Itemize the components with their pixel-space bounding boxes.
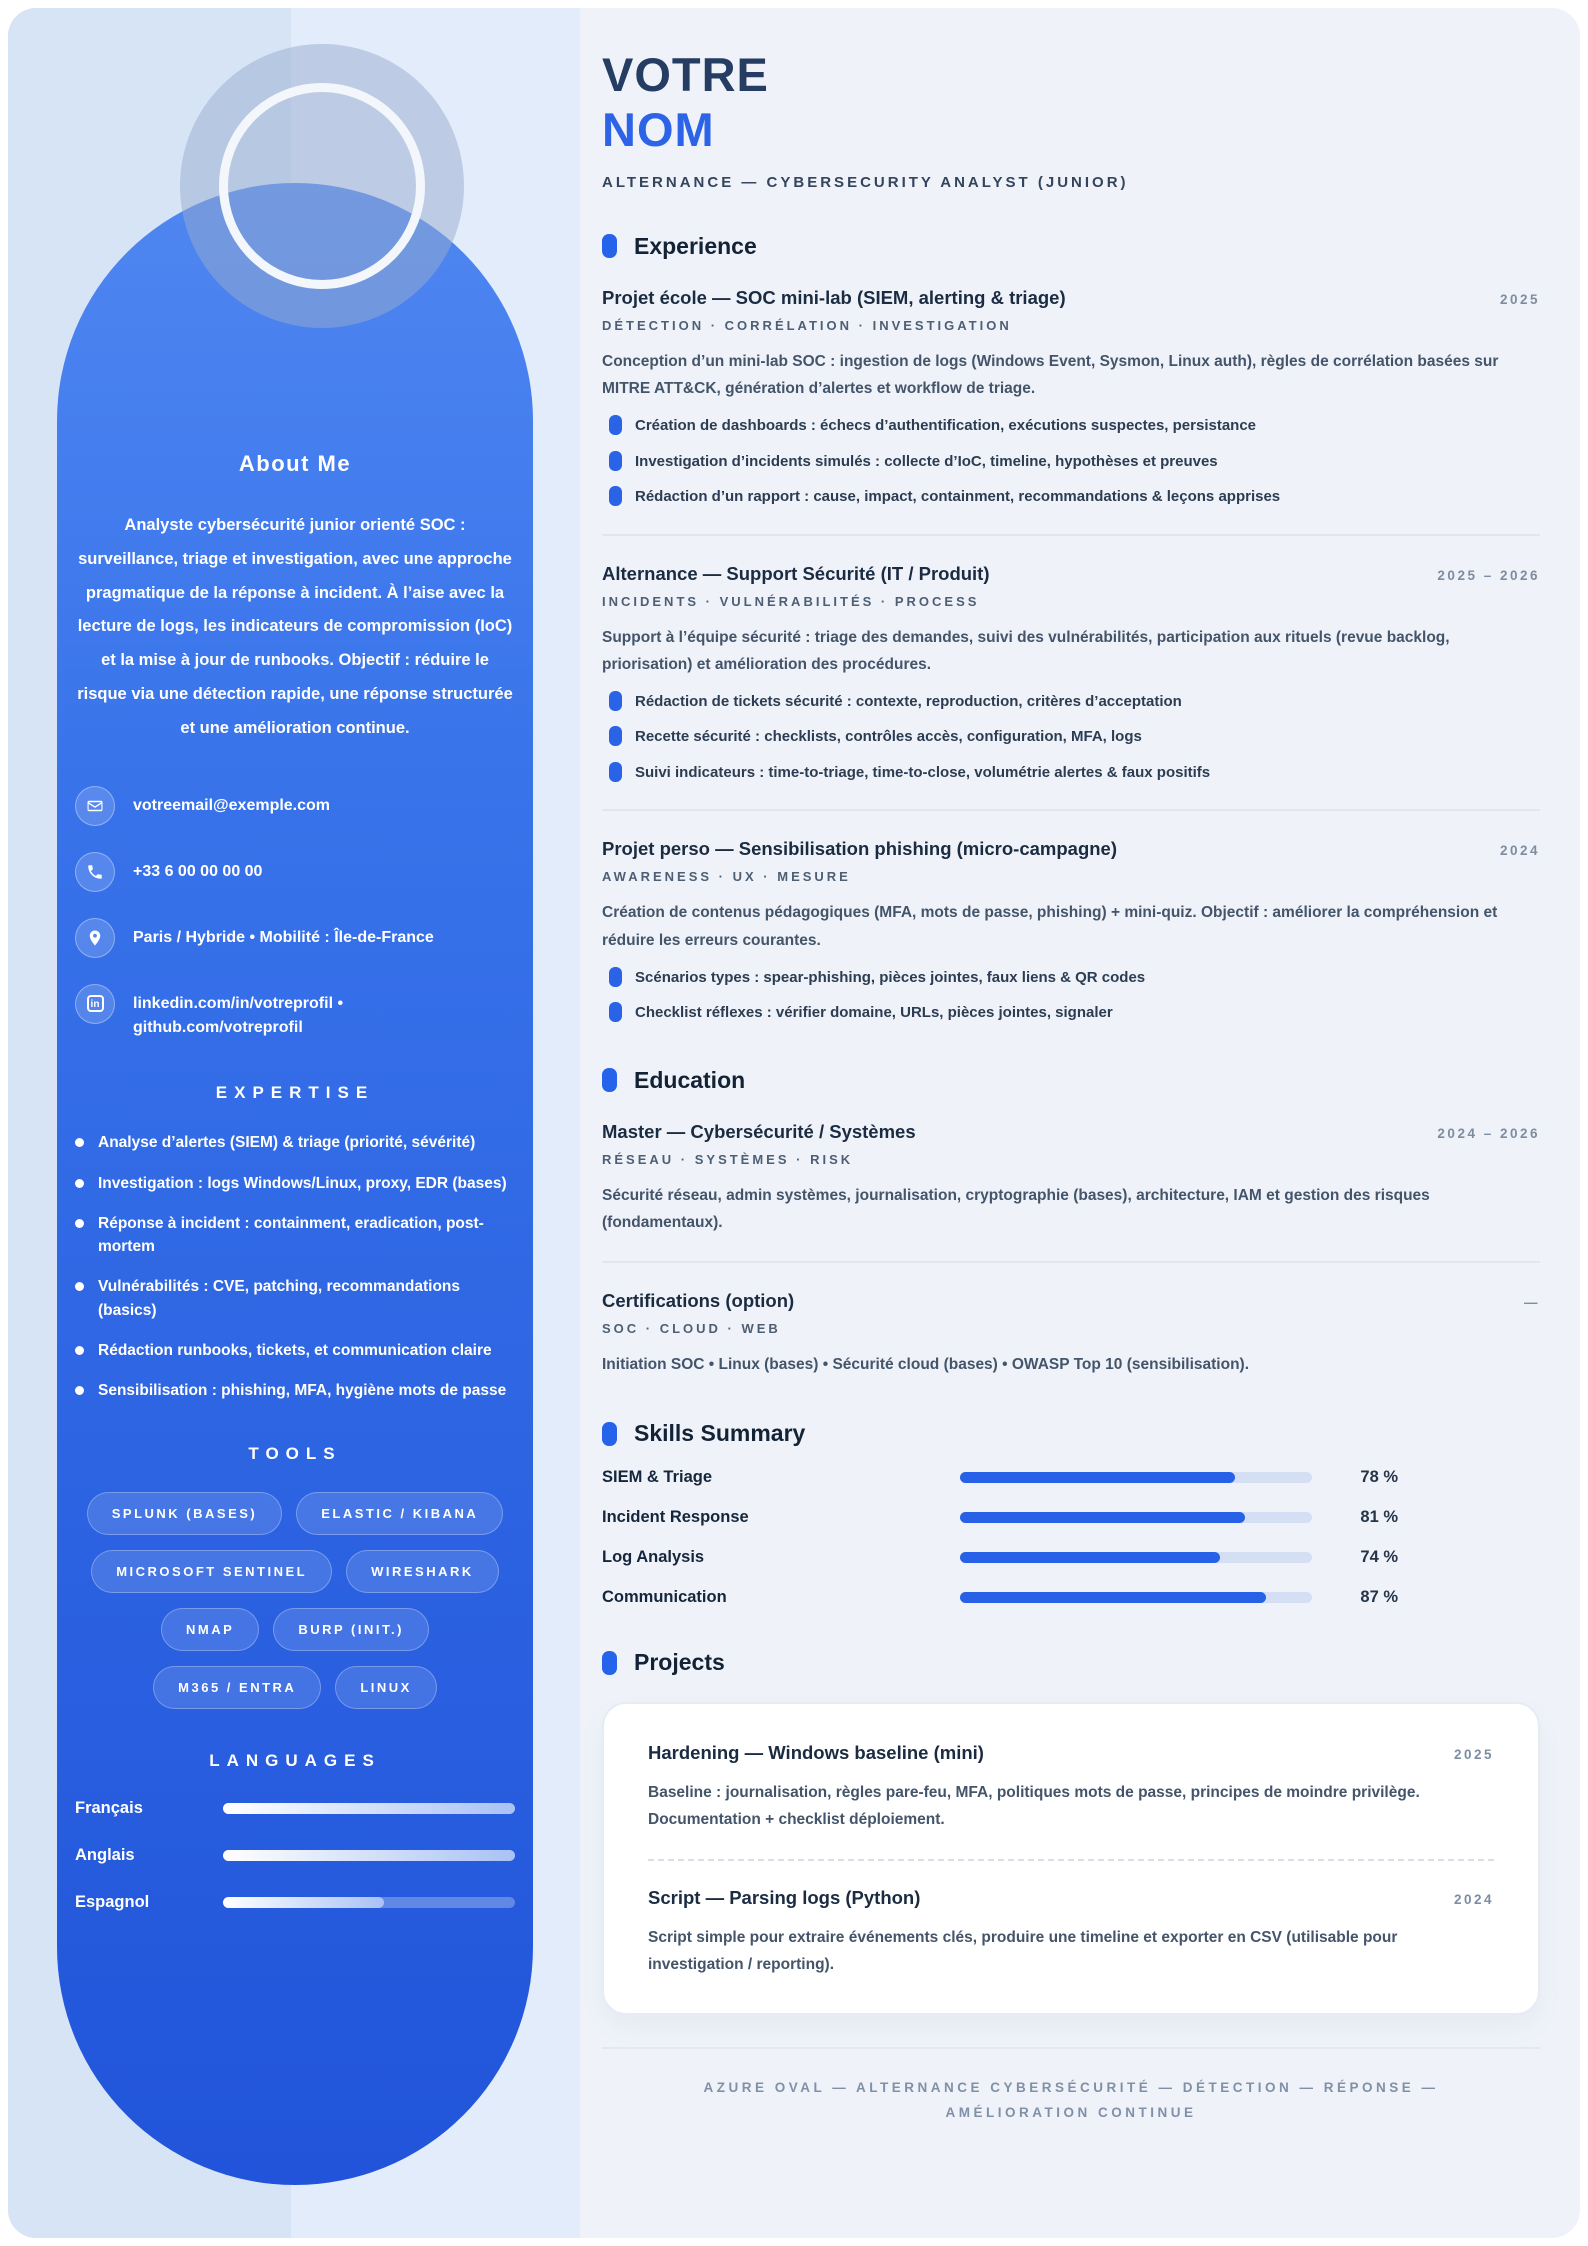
about-title: About Me: [238, 451, 352, 476]
bullet-dot-icon: [75, 1386, 84, 1395]
expertise-item: [75, 1339, 515, 1362]
entry-bullets: [602, 415, 1540, 509]
skill-row: [602, 1548, 1540, 1567]
languages-title: LANGUAGES: [209, 1751, 381, 1771]
bullet-pill-icon: [609, 486, 622, 506]
skill-value: 81 %: [1360, 1508, 1398, 1527]
section-skills-header: [602, 1420, 1540, 1447]
skill-row: [602, 1468, 1540, 1487]
experience-entry: [602, 838, 1540, 1024]
language-bar: [223, 1897, 515, 1908]
entry-tags: SOC · CLOUD · WEB: [602, 1320, 781, 1336]
education-entry: [602, 1290, 1540, 1378]
entry-divider: [602, 809, 1540, 811]
skill-value: 87 %: [1360, 1588, 1398, 1607]
entry-description: Conception d’un mini-lab SOC : ingestion de logs (Windows Event, Sysmon, Linux auth), règles de corrélation basées sur MITRE ATT&CK, génération d’alertes et workflow de triage.: [602, 352, 1499, 398]
experience-entry: [602, 563, 1540, 812]
expertise-item-label: Réponse à incident : containment, eradication, post-mortem: [98, 1214, 484, 1256]
skills-list: [602, 1468, 1540, 1607]
entry-header: [648, 1887, 1494, 1909]
bullet-text: Investigation d’incidents simulés : collecte d’IoC, timeline, hypothèses et preuves: [635, 452, 1218, 470]
project-date: 2024: [1453, 1892, 1494, 1908]
contact-row-profiles: [75, 984, 515, 1042]
entry-description: Sécurité réseau, admin systèmes, journalisation, cryptographie (bases), architecture, IAM et gestion des risques (fondamentaux).: [602, 1186, 1430, 1231]
expertise-item: [75, 1131, 515, 1154]
bullet-text: Rédaction d’un rapport : cause, impact, containment, recommandations & leçons apprises: [635, 488, 1281, 506]
entry-date: 2024 – 2026: [1437, 1125, 1540, 1141]
language-label: Anglais: [75, 1846, 135, 1865]
entry-date: —: [1524, 1294, 1540, 1310]
tool-badge: SPLUNK (BASES): [87, 1492, 283, 1535]
expertise-item: [75, 1379, 515, 1402]
mail-icon: [75, 786, 115, 826]
language-label: Espagnol: [75, 1893, 150, 1912]
contact-phone[interactable]: +33 6 00 00 00 00: [133, 862, 263, 880]
bullet-pill-icon: [609, 1002, 622, 1022]
tool-badge: LINUX: [335, 1666, 437, 1709]
linkedin-icon: [75, 984, 115, 1024]
language-row: [75, 1846, 515, 1865]
bullet-pill-icon: [609, 451, 622, 471]
section-experience-header: [602, 233, 1540, 260]
entry-divider: [602, 1261, 1540, 1263]
bullet-pill-icon: [609, 967, 622, 987]
about-text-post: : surveillance, triage et investigation, avec une approche pragmatique de la réponse à incident. À l’aise avec la lecture de logs, les indicateurs de compromission (IoC) et la mise à jour de runbooks. Objectif : réduire le risque via une détection rapide, une réponse structurée et une amélioration continue.: [77, 516, 513, 737]
skill-row: [602, 1508, 1540, 1527]
entry-header: [602, 563, 1540, 585]
bullet-item: [602, 967, 1540, 990]
section-title: Experience: [634, 232, 757, 259]
entry-tags: AWARENESS · UX · MESURE: [602, 869, 851, 885]
language-bar: [223, 1803, 515, 1814]
section-bullet-icon: [602, 1651, 617, 1675]
expertise-item-label: Sensibilisation : phishing, MFA, hygiène mots de passe: [98, 1382, 507, 1400]
entry-tags: RÉSEAU · SYSTÈMES · RISK: [602, 1151, 854, 1167]
skill-bar-fill: [960, 1552, 1220, 1563]
bullet-dot-icon: [75, 1138, 84, 1147]
expertise-list: [75, 1131, 515, 1402]
language-bar-fill: [223, 1897, 384, 1908]
skill-bar: [960, 1592, 1312, 1603]
skill-value: 74 %: [1360, 1548, 1398, 1567]
entry-date: 2025: [1499, 291, 1540, 307]
entry-date: 2024: [1499, 843, 1540, 859]
skill-bar: [960, 1512, 1312, 1523]
skill-bar: [960, 1552, 1312, 1563]
skill-label: Communication: [602, 1588, 727, 1607]
role-subtitle: ALTERNANCE — CYBERSECURITY ANALYST (JUNIOR): [602, 173, 1129, 191]
footer-tagline: AZURE OVAL — ALTERNANCE CYBERSÉCURITÉ — DÉTECTION — RÉPONSE — AMÉLIORATION CONTINUE: [602, 2047, 1540, 2126]
section-bullet-icon: [602, 1068, 617, 1092]
about-text-bold: SOC: [419, 516, 456, 534]
name-line-1: VOTRE: [602, 48, 769, 101]
entry-title: Alternance — Support Sécurité (IT / Produit): [602, 562, 990, 584]
bullet-pill-icon: [609, 415, 622, 435]
location-icon: [75, 918, 115, 958]
language-row: [75, 1893, 515, 1912]
entry-title: Certifications (option): [602, 1289, 795, 1311]
expertise-item: [75, 1212, 515, 1259]
tools-badges: [75, 1492, 515, 1709]
section-education-header: [602, 1067, 1540, 1094]
language-row: [75, 1799, 515, 1818]
contact-location[interactable]: Paris / Hybride • Mobilité : Île-de-France: [133, 928, 434, 946]
experience-entry: [602, 287, 1540, 536]
about-text: [75, 509, 515, 746]
linkedin-glyph: in: [87, 995, 104, 1012]
section-projects-header: [602, 1649, 1540, 1676]
skill-label: Incident Response: [602, 1508, 749, 1527]
contact-profiles[interactable]: linkedin.com/in/votreprofil • github.com/votreprofil: [133, 994, 344, 1037]
entry-header: [648, 1742, 1494, 1764]
bullet-item: [602, 762, 1540, 785]
bullet-dot-icon: [75, 1282, 84, 1291]
education-entry: [602, 1121, 1540, 1263]
section-title: Projects: [634, 1649, 725, 1676]
bullet-text: Création de dashboards : échecs d’authentification, exécutions suspectes, persistance: [635, 417, 1257, 435]
bullet-text: Recette sécurité : checklists, contrôles accès, configuration, MFA, logs: [635, 728, 1142, 746]
project-title: Script — Parsing logs (Python): [648, 1887, 921, 1909]
language-bar-fill: [223, 1850, 515, 1861]
entry-divider: [602, 534, 1540, 536]
project-date: 2025: [1453, 1747, 1494, 1763]
tool-badge: MICROSOFT SENTINEL: [91, 1550, 332, 1593]
project-description: Baseline : journalisation, règles pare-feu, MFA, politiques mots de passe, principes de moindre privilège. Documentation + checklist déploiement.: [648, 1784, 1420, 1829]
expertise-item-label: Vulnérabilités : CVE, patching, recommandations (basics): [98, 1278, 461, 1319]
entry-bullets: [602, 691, 1540, 785]
bullet-pill-icon: [609, 726, 622, 746]
expertise-item: [75, 1275, 515, 1322]
expertise-item-label: Analyse d’alertes (SIEM) & triage (priorité, sévérité): [98, 1134, 476, 1152]
section-title: Education: [634, 1066, 746, 1093]
skill-bar-fill: [960, 1472, 1235, 1483]
skill-label: Log Analysis: [602, 1548, 705, 1567]
dashed-divider: [648, 1859, 1494, 1861]
page-title: [602, 48, 1540, 158]
bullet-item: [602, 486, 1540, 509]
bullet-dot-icon: [75, 1346, 84, 1355]
projects-card: [602, 1702, 1540, 2015]
language-bar-fill: [223, 1803, 515, 1814]
bullet-text: Checklist réflexes : vérifier domaine, URLs, pièces jointes, signaler: [635, 1004, 1113, 1022]
skill-bar-fill: [960, 1512, 1245, 1523]
project-description: Script simple pour extraire événements clés, produire une timeline et exporter en CSV (utilisable pour investigation / reporting).: [648, 1929, 1398, 1974]
about-text-pre: Analyste cybersécurité junior orienté: [124, 516, 420, 534]
tool-badge: M365 / ENTRA: [153, 1666, 321, 1709]
contact-row-location: [75, 918, 515, 958]
bullet-text: Rédaction de tickets sécurité : contexte, reproduction, critères d’acceptation: [635, 692, 1182, 710]
entry-header: [602, 287, 1540, 309]
bullet-text: Scénarios types : spear-phishing, pièces jointes, faux liens & QR codes: [635, 968, 1146, 986]
bullet-item: [602, 451, 1540, 474]
skill-row: [602, 1588, 1540, 1607]
bullet-item: [602, 691, 1540, 714]
skill-value: 78 %: [1360, 1468, 1398, 1487]
contact-row-email: [75, 786, 515, 826]
expertise-item: [75, 1172, 515, 1195]
language-bar: [223, 1850, 515, 1861]
entry-date: 2025 – 2026: [1437, 567, 1540, 583]
tool-badge: BURP (INIT.): [273, 1608, 429, 1651]
tool-badge: NMAP: [161, 1608, 259, 1651]
entry-header: [602, 838, 1540, 860]
skill-bar-fill: [960, 1592, 1266, 1603]
tool-badge: ELASTIC / KIBANA: [296, 1492, 503, 1535]
skill-bar: [960, 1472, 1312, 1483]
bullet-item: [602, 415, 1540, 438]
bullet-item: [602, 1002, 1540, 1025]
entry-title: Projet école — SOC mini-lab (SIEM, alerting & triage): [602, 286, 1066, 308]
sidebar-content: [57, 183, 533, 1940]
entry-title: Master — Cybersécurité / Systèmes: [602, 1120, 916, 1142]
bullet-pill-icon: [609, 691, 622, 711]
bullet-dot-icon: [75, 1219, 84, 1228]
tools-title: TOOLS: [248, 1444, 342, 1464]
entry-header: [602, 1290, 1540, 1312]
expertise-item-label: Rédaction runbooks, tickets, et communication claire: [98, 1341, 492, 1359]
bullet-pill-icon: [609, 762, 622, 782]
entry-title: Projet perso — Sensibilisation phishing (micro-campagne): [602, 838, 1118, 860]
name-line-2: NOM: [602, 102, 715, 156]
entry-header: [602, 1121, 1540, 1143]
language-label: Français: [75, 1799, 143, 1818]
main-column: [580, 8, 1580, 2126]
contact-row-phone: [75, 852, 515, 892]
expertise-item-label: Investigation : logs Windows/Linux, proxy, EDR (bases): [98, 1174, 507, 1192]
section-title: Skills Summary: [634, 1420, 806, 1447]
project-entry: [648, 1742, 1494, 1833]
project-title: Hardening — Windows baseline (mini): [648, 1742, 984, 1764]
contact-email[interactable]: votreemail@exemple.com: [133, 796, 331, 814]
phone-icon: [75, 852, 115, 892]
entry-bullets: [602, 967, 1540, 1025]
skill-label: SIEM & Triage: [602, 1468, 713, 1487]
cv-page: [8, 8, 1580, 2238]
tool-badge: WIRESHARK: [346, 1550, 499, 1593]
project-entry: [648, 1887, 1494, 1978]
section-bullet-icon: [602, 1422, 617, 1446]
entry-description: Support à l’équipe sécurité : triage des demandes, suivi des vulnérabilités, participation aux rituels (revue backlog, priorisation) et amélioration des procédures.: [602, 628, 1450, 673]
entry-description: Création de contenus pédagogiques (MFA, mots de passe, phishing) + mini-quiz. Objectif : améliorer la compréhension et réduire les erreurs courantes.: [602, 904, 1498, 949]
entry-tags: DÉTECTION · CORRÉLATION · INVESTIGATION: [602, 317, 1012, 333]
entry-tags: INCIDENTS · VULNÉRABILITÉS · PROCESS: [602, 593, 980, 609]
expertise-title: EXPERTISE: [215, 1083, 375, 1103]
bullet-dot-icon: [75, 1179, 84, 1188]
bullet-text: Suivi indicateurs : time-to-triage, time-to-close, volumétrie alertes & faux positifs: [635, 763, 1211, 781]
bullet-item: [602, 726, 1540, 749]
entry-description: Initiation SOC • Linux (bases) • Sécurité cloud (bases) • OWASP Top 10 (sensibilisation).: [602, 1355, 1250, 1373]
languages-list: [75, 1799, 515, 1912]
section-bullet-icon: [602, 234, 617, 258]
contact-list: [75, 786, 515, 1042]
